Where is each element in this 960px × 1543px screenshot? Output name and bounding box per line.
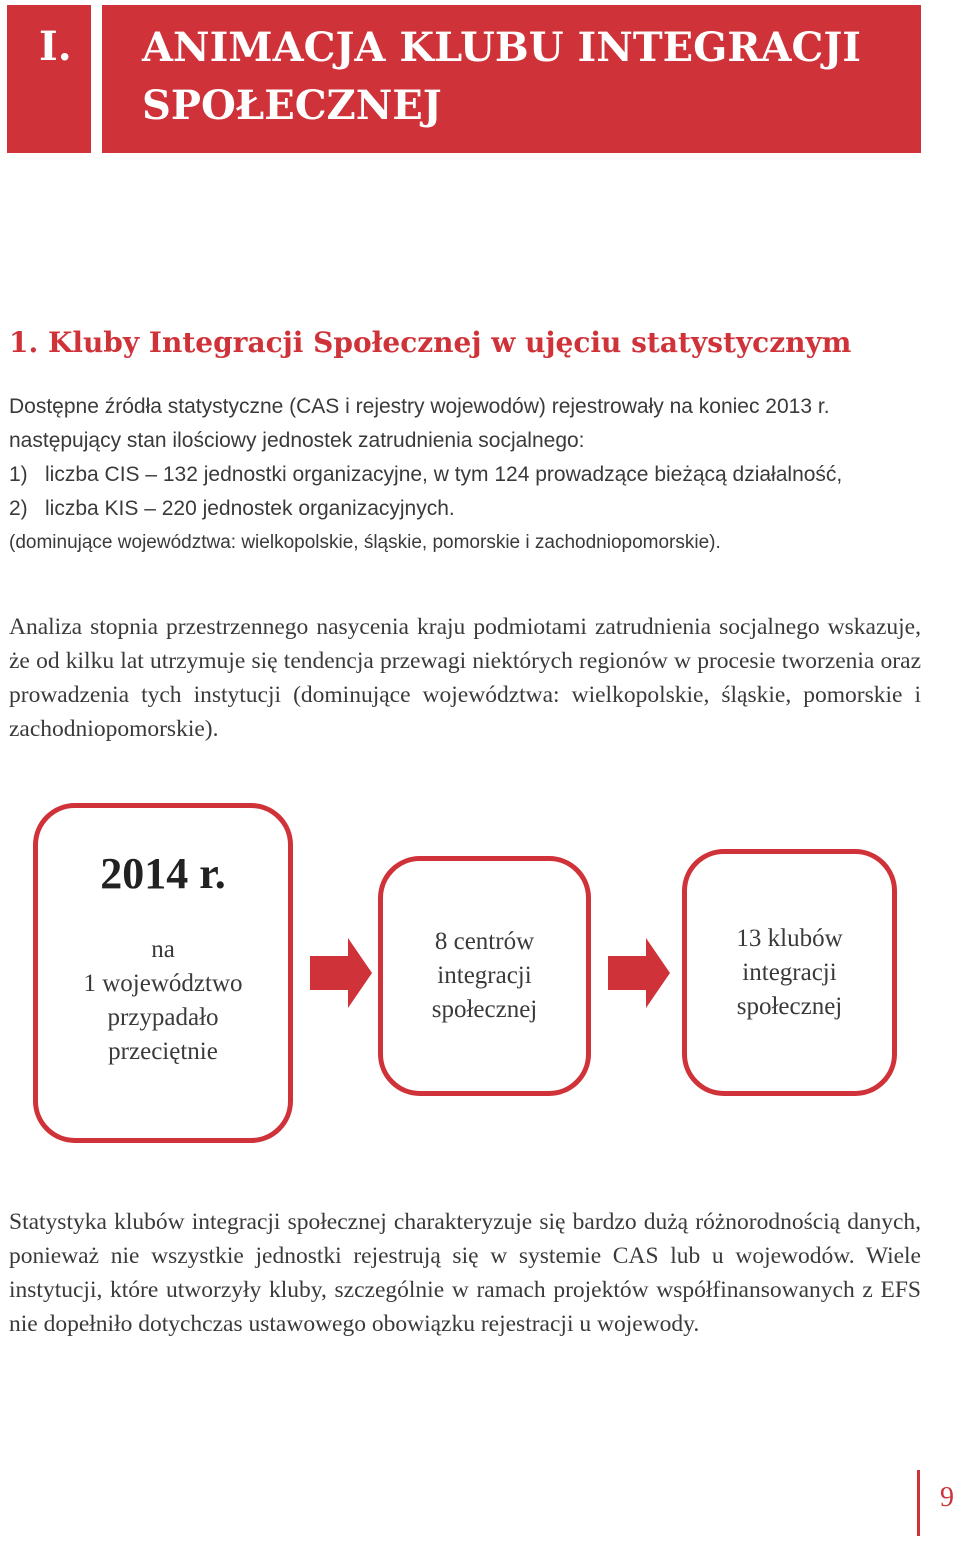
chapter-header <box>7 5 921 153</box>
right-arrow-icon <box>310 938 372 1008</box>
centers-box <box>378 856 591 1096</box>
intro-text: Dostępne źródła statystyczne (CAS i rejestry wojewodów) rejestrowały na koniec 2013 r. następujący stan ilościowy jednostek zatrudnienia socjalnego: <box>9 395 830 452</box>
list-item-number: 2) <box>9 497 28 520</box>
centers-box-text <box>383 925 586 1027</box>
year-box-line: 1 województwo <box>83 970 243 997</box>
centers-box-line: społecznej <box>431 996 538 1023</box>
list-item-number: 1) <box>9 463 28 486</box>
list-item-text: liczba CIS – 132 jednostki organizacyjne, w tym 124 prowadzące bieżącą działalność, <box>45 463 843 486</box>
section-heading: 1. Kluby Integracji Społecznej w ujęciu statystycznym <box>9 326 852 359</box>
intro-block <box>9 390 929 560</box>
chapter-title-line-2: SPOŁECZNEJ <box>142 82 442 129</box>
chapter-title-line-1: ANIMACJA KLUBU INTEGRACJI <box>142 24 861 71</box>
clubs-box-line: integracji <box>742 959 837 986</box>
right-arrow-icon <box>608 938 670 1008</box>
list-item-kis <box>9 492 929 526</box>
year-box-line: na <box>151 936 175 963</box>
year-box-line: przeciętnie <box>108 1038 218 1065</box>
list-item-text: liczba KIS – 220 jednostek organizacyjnych. <box>45 497 455 520</box>
dominant-regions-note: (dominujące województwa: wielkopolskie, śląskie, pomorskie i zachodniopomorskie). <box>9 532 721 553</box>
clubs-box <box>682 849 897 1096</box>
year-box <box>33 803 293 1143</box>
statistics-paragraph: Statystyka klubów integracji społecznej charakteryzuje się bardzo dużą różnorodnością danych, ponieważ nie wszystkie jednostki rejestrują się w systemie CAS lub u wojewodów. Wiele instytucji, które utworzyły kluby, szczególnie w ramach projektów współfinansowanych z EFS nie dopełniło dotychczas ustawowego obowiązku rejestracji u wojewody. <box>9 1209 921 1337</box>
page-number: 9 <box>940 1482 954 1513</box>
year-box-line: przypadało <box>107 1004 219 1031</box>
clubs-box-line: społecznej <box>736 993 843 1020</box>
chapter-title <box>102 5 921 153</box>
clubs-box-line: 13 klubów <box>736 925 843 952</box>
list-item-cis <box>9 458 929 492</box>
centers-box-line: integracji <box>437 962 532 989</box>
page-number-divider <box>917 1470 920 1536</box>
centers-box-line: 8 centrów <box>434 928 535 955</box>
year-label: 2014 r. <box>100 849 226 898</box>
chapter-number: I. <box>7 5 91 153</box>
clubs-box-text <box>687 922 892 1024</box>
analysis-paragraph: Analiza stopnia przestrzennego nasycenia kraju podmiotami zatrudnienia socjalnego wskazuje, że od kilku lat utrzymuje się tendencja przewagi niektórych regionów w procesie tworzenia oraz prowadzenia tych instytucji (dominujące województwa: wielkopolskie, śląskie, pomorskie i zachodniopomorskie). <box>9 614 921 742</box>
year-box-text <box>38 933 288 1069</box>
